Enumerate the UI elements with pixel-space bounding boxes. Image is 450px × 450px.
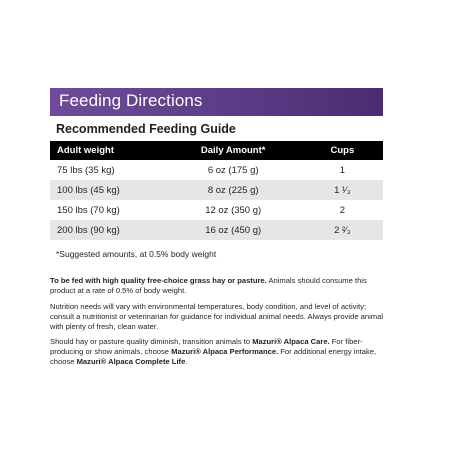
table-footnote: *Suggested amounts, at 0.5% body weight — [56, 249, 217, 259]
header-daily-amount: Daily Amount* — [165, 141, 302, 160]
row-amount: 8 oz (225 g) — [165, 180, 302, 200]
transition-text: . — [185, 357, 188, 367]
table-row — [50, 160, 383, 180]
row-weight: 200 lbs (90 kg) — [50, 220, 165, 240]
paragraph-hay-requirement — [50, 276, 386, 296]
banner-title: Feeding Directions — [59, 91, 203, 110]
feeding-table — [50, 141, 383, 240]
transition-text: Should hay or pasture quality diminish, transition animals to — [50, 337, 253, 346]
row-cups: 1 — [339, 164, 345, 176]
paragraph-nutrition-needs: Nutrition needs will vary with environmental temperatures, body condition, and level of activity; consult a nutritionist or veterinarian for guidance for individual animal needs. Always provide animal with plenty of fresh, clean water. — [50, 302, 384, 332]
product-alpaca-care: Mazuri® Alpaca Care. — [252, 337, 330, 346]
row-weight: 75 lbs (35 kg) — [57, 164, 115, 176]
hay-requirement-bold: To be fed with high quality free-choice grass hay or pasture. — [50, 276, 267, 285]
table-row — [50, 180, 383, 200]
row-amount: 6 oz (175 g) — [207, 164, 259, 176]
product-alpaca-complete-life: Mazuri® Alpaca Complete Life — [76, 357, 186, 367]
row-amount: 16 oz (450 g) — [165, 220, 302, 240]
row-cups: 2 — [339, 204, 345, 216]
feeding-guide-title: Recommended Feeding Guide — [56, 122, 236, 136]
table-header-row — [50, 141, 383, 160]
paragraph-transition — [50, 337, 386, 368]
row-amount: 12 oz (350 g) — [205, 204, 262, 216]
transition-text: For fiber-producing or show animals, choose — [50, 337, 363, 357]
header-cups: Cups — [302, 141, 383, 160]
header-adult-weight: Adult weight — [50, 141, 165, 160]
row-weight: 150 lbs (70 kg) — [57, 204, 120, 216]
row-weight: 100 lbs (45 kg) — [50, 180, 165, 200]
hay-requirement-text: Animals should consume this product at a rate of 0.5% of body weight. — [50, 276, 367, 296]
table-row — [50, 220, 383, 240]
product-alpaca-performance: Mazuri® Alpaca Performance. — [171, 347, 279, 357]
feeding-directions-banner — [50, 88, 383, 116]
row-cups: 2 ²⁄₃ — [302, 220, 383, 240]
table-row — [50, 200, 383, 220]
transition-text: For additional energy intake, choose — [50, 347, 377, 367]
row-cups: 1 ¹⁄₃ — [302, 180, 383, 200]
